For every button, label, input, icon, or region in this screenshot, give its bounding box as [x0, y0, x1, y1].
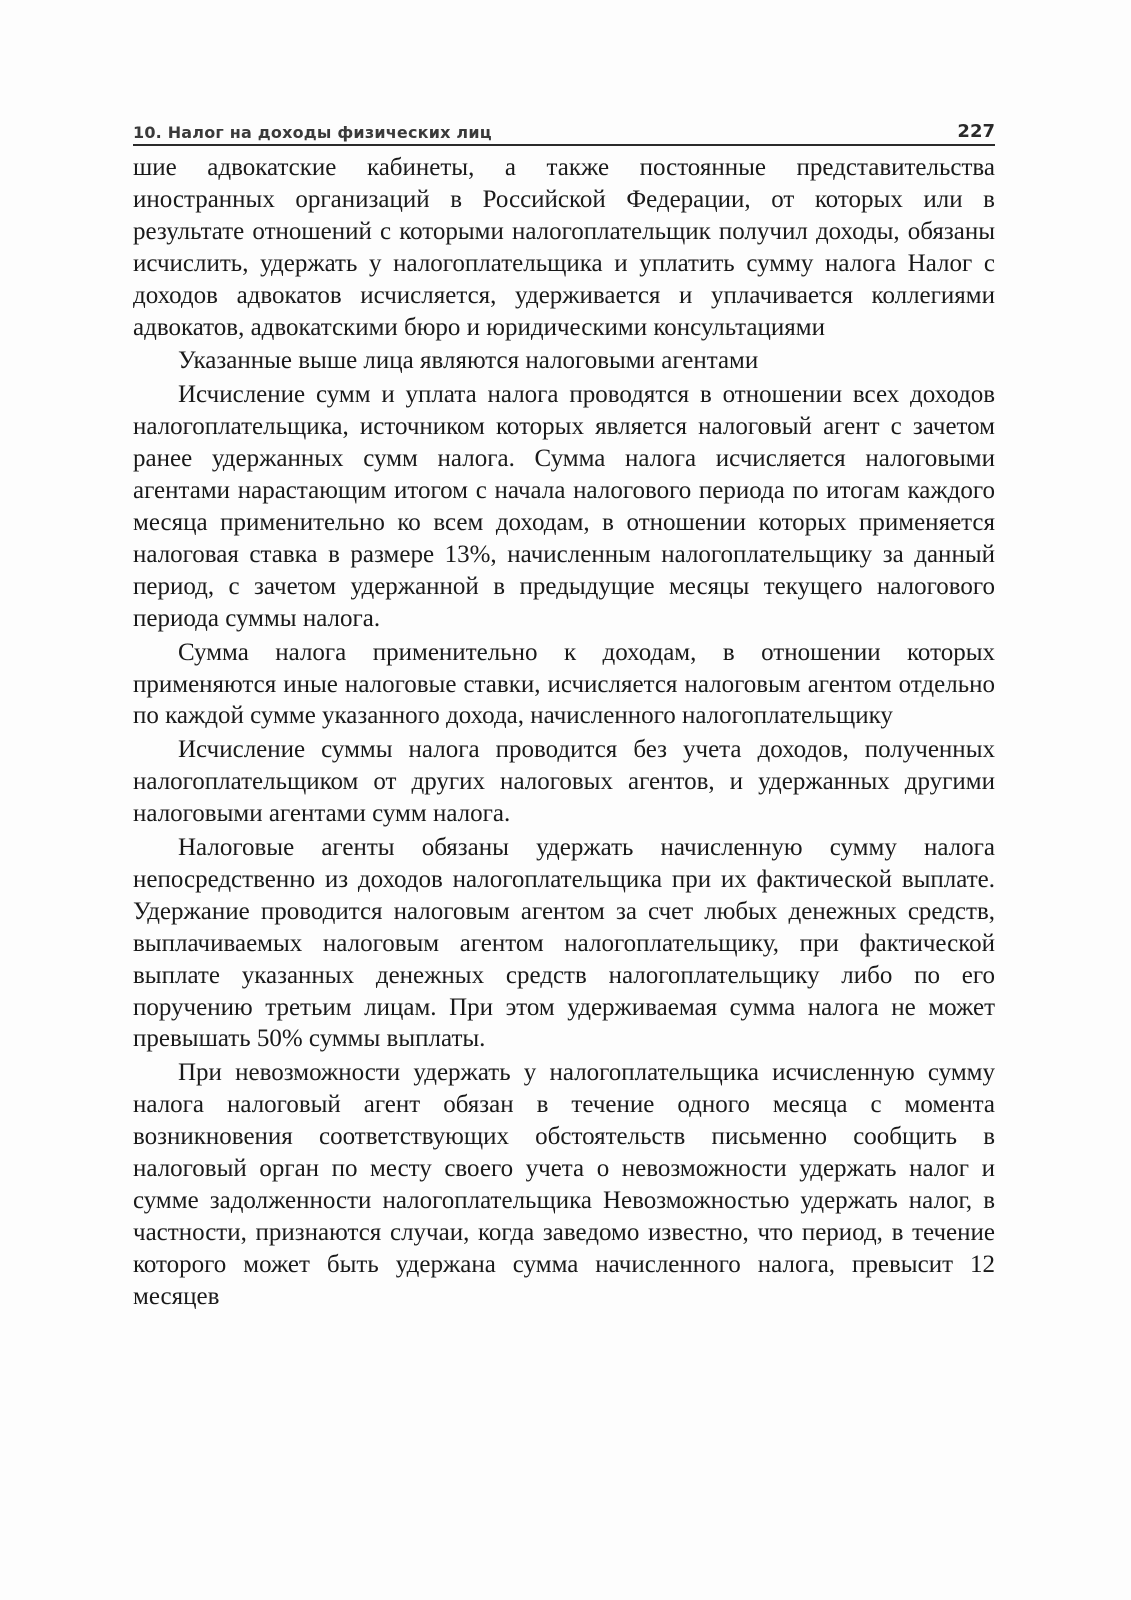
paragraph: Исчисление суммы налога проводится без учета доходов, полученных налогоплательщиком от других налоговых агентов, и удержанных другими налоговыми агентами сумм налога. [133, 736, 995, 828]
page-number: 227 [957, 121, 995, 142]
running-header [133, 110, 995, 146]
chapter-title: 10. Налог на доходы физических лиц [133, 123, 492, 142]
paragraph: Сумма налога применительно к доходам, в отношении которых применяются иные налоговые ставки, исчисляется налоговым агентом отдельно по каждой сумме указанного дохода, начисленного налогоплательщику [133, 638, 995, 730]
body-text [133, 152, 995, 1313]
paragraph: Налоговые агенты обязаны удержать начисленную сумму налога непосредственно из доходов налогоплательщика при их фактической выплате. Удержание проводится налоговым агентом за счет любых денежных средств, выплачиваемых налоговым агентом налогоплательщику, при фактической выплате указанных денежных средств налогоплательщику либо по его поручению третьим лицам. При этом удерживаемая сумма налога не может превышать 50% суммы выплаты. [133, 834, 995, 1053]
paragraph: шие адвокатские кабинеты, а также постоянные представительства иностранных организаций в Российской Федерации, от которых или в результате отношений с которыми налогоплательщик получил доходы, обязаны исчислить, удержать у налогоплательщика и уплатить сумму налога Налог с доходов адвокатов исчисляется, удерживается и уплачивается коллегиями адвокатов, адвокатскими бюро и юридическими консультациями [133, 154, 995, 341]
paragraph: Указанные выше лица являются налоговыми агентами [178, 347, 759, 375]
paragraph: Исчисление сумм и уплата налога проводятся в отношении всех доходов налогоплательщика, источником которых является налоговый агент с зачетом ранее удержанных сумм налога. Сумма налога исчисляется налоговыми агентами нарастающим итогом с начала налогового периода по итогам каждого месяца применительно ко всем доходам, в отношении которых применяется налоговая ставка в размере 13%, начисленным налогоплательщику за данный период, с зачетом удержанной в предыдущие месяцы текущего налогового периода суммы налога. [133, 381, 995, 632]
book-page [133, 110, 995, 1313]
paragraph: При невозможности удержать у налогоплательщика исчисленную сумму налога налоговый агент обязан в течение одного месяца с момента возникновения соответствующих обстоятельств письменно сообщить в налоговый орган по месту своего учета о невозможности удержать налог и сумме задолженности налогоплательщика Невозможностью удержать налог, в частности, признаются случаи, когда заведомо известно, что период, в течение которого может быть удержана сумма начисленного налога, превысит 12 месяцев [133, 1059, 995, 1310]
